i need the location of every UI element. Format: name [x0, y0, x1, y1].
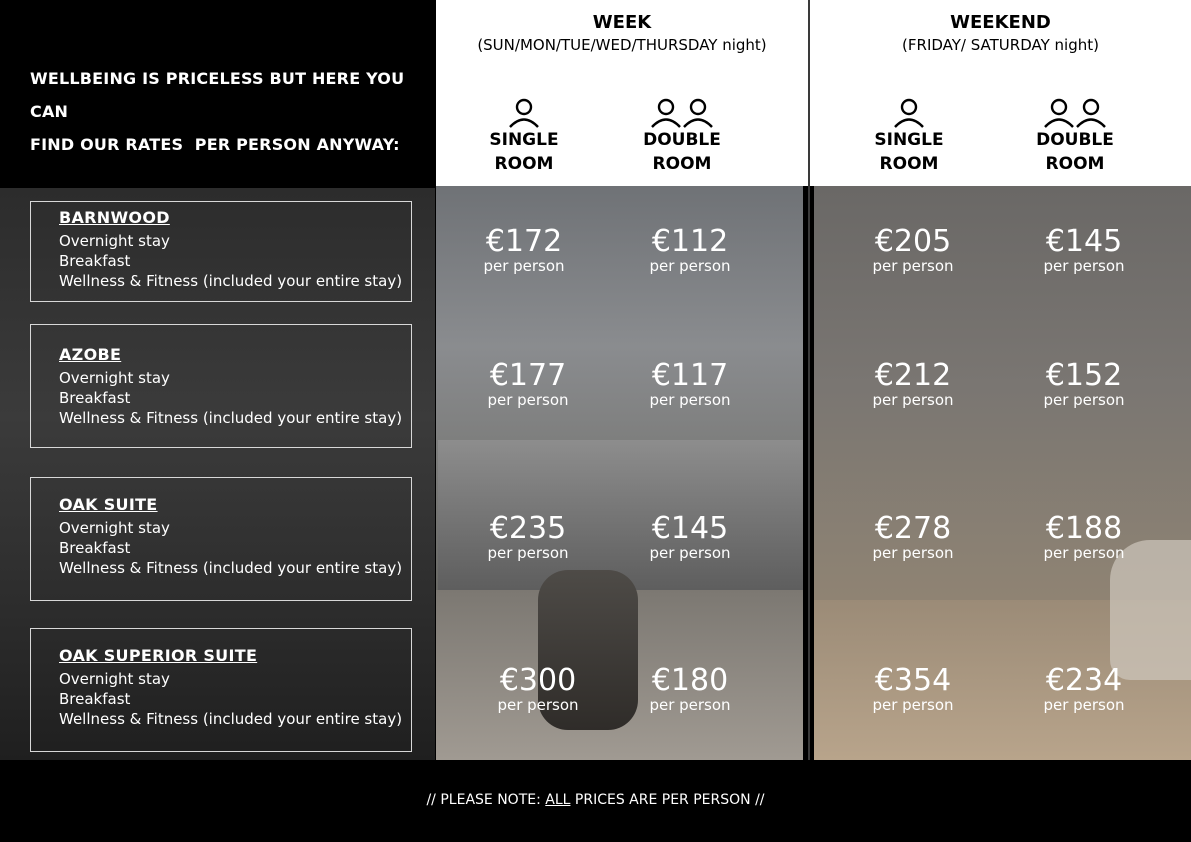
intro-line-2: FIND OUR RATES PER PERSON ANYWAY:	[30, 135, 400, 154]
weekend-subtitle: (FRIDAY/ SATURDAY night)	[902, 36, 1099, 54]
footer-note: // PLEASE NOTE: ALL PRICES ARE PER PERSON //	[426, 792, 765, 808]
room-card-barnwood	[30, 201, 412, 302]
weekend-single-room	[849, 98, 969, 176]
week-single-room	[464, 98, 584, 176]
price-barnwood-week-double: €112 per person	[649, 224, 731, 275]
price-azobe-weekend-single: €212 per person	[872, 358, 954, 409]
week-subtitle: (SUN/MON/TUE/WED/THURSDAY night)	[477, 36, 767, 54]
price-azobe-weekend-double: €152 per person	[1043, 358, 1125, 409]
room-feature: Wellness & Fitness (included your entire stay)	[59, 272, 403, 290]
price-oak-suite-weekend-double: €188 per person	[1043, 511, 1125, 562]
room-feature: Breakfast	[59, 389, 131, 407]
room-feature: Overnight stay	[59, 519, 170, 537]
price-oak-suite-week-double: €145 per person	[649, 511, 731, 562]
room-feature: Wellness & Fitness (included your entire stay)	[59, 710, 403, 728]
room-label: DOUBLE ROOM	[643, 130, 721, 174]
room-label: SINGLE ROOM	[874, 130, 944, 174]
room-feature: Overnight stay	[59, 369, 170, 387]
person-icon	[892, 98, 926, 128]
price-azobe-week-double: €117 per person	[649, 358, 731, 409]
room-card-oak-superior-suite	[30, 628, 412, 752]
price-azobe-week-single: €177 per person	[487, 358, 569, 409]
room-name: OAK SUPERIOR SUITE	[59, 646, 258, 665]
room-feature: Wellness & Fitness (included your entire stay)	[59, 409, 403, 427]
room-card-azobe	[30, 324, 412, 448]
price-oak-suite-weekend-single: €278 per person	[872, 511, 954, 562]
room-label: DOUBLE ROOM	[1036, 130, 1114, 174]
room-feature: Breakfast	[59, 539, 131, 557]
two-persons-icon	[649, 98, 715, 128]
room-feature: Wellness & Fitness (included your entire stay)	[59, 559, 403, 577]
price-oak-superior-weekend-single: €354 per person	[872, 663, 954, 714]
intro-text	[30, 62, 430, 161]
weekend-double-room	[1015, 98, 1135, 176]
price-barnwood-week-single: €172 per person	[483, 224, 565, 275]
weekend-header	[810, 0, 1191, 186]
room-feature: Breakfast	[59, 690, 131, 708]
price-oak-superior-weekend-double: €234 per person	[1043, 663, 1125, 714]
room-card-oak-suite	[30, 477, 412, 601]
room-label: SINGLE ROOM	[489, 130, 559, 174]
price-barnwood-weekend-single: €205 per person	[872, 224, 954, 275]
room-feature: Overnight stay	[59, 670, 170, 688]
room-name: OAK SUITE	[59, 495, 158, 514]
price-oak-superior-week-double: €180 per person	[649, 663, 731, 714]
room-feature: Overnight stay	[59, 232, 170, 250]
price-barnwood-weekend-double: €145 per person	[1043, 224, 1125, 275]
intro-line-1: WELLBEING IS PRICELESS BUT HERE YOU CAN	[30, 69, 405, 121]
price-oak-suite-week-single: €235 per person	[487, 511, 569, 562]
room-name: BARNWOOD	[59, 208, 170, 227]
room-feature: Breakfast	[59, 252, 131, 270]
room-name: AZOBE	[59, 345, 122, 364]
week-title: WEEK	[592, 12, 652, 33]
price-oak-superior-week-single: €300 per person	[497, 663, 579, 714]
column-divider	[808, 0, 810, 760]
weekend-title: WEEKEND	[950, 12, 1051, 33]
two-persons-icon	[1042, 98, 1108, 128]
week-header	[436, 0, 808, 186]
week-double-room	[622, 98, 742, 176]
person-icon	[507, 98, 541, 128]
